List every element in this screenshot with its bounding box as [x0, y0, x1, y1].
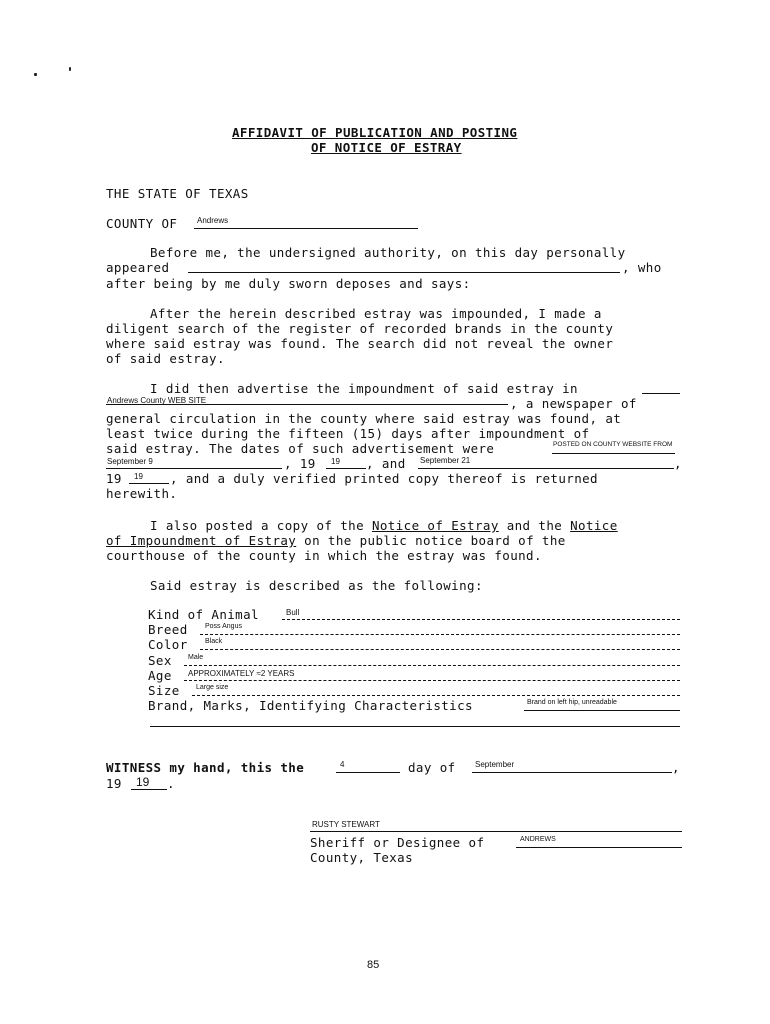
notice-of-estray: Notice of Estray: [371, 518, 499, 533]
county-field-line: [194, 228, 418, 229]
scan-speck: [69, 67, 71, 71]
sheriff-county-line: [516, 847, 682, 848]
scan-speck: [34, 73, 37, 76]
field-line-breed: [200, 634, 680, 635]
witness-year: 19: [136, 775, 150, 789]
witness-day: 4: [340, 760, 345, 769]
field-label-color: Color: [148, 637, 188, 652]
signature-name: RUSTY STEWART: [312, 820, 380, 829]
title-line-1: AFFIDAVIT OF PUBLICATION AND POSTING: [232, 125, 518, 140]
field-value-breed: Poss Angus: [205, 623, 242, 630]
date2-field-line: [418, 468, 674, 469]
signature-line: [310, 831, 682, 832]
year1-value: 19: [331, 457, 340, 466]
sheriff-label: Sheriff or Designee of: [310, 835, 485, 850]
sheriff-county-value: ANDREWS: [520, 836, 556, 843]
witness-comma: ,: [672, 760, 680, 775]
field-label-sex: Sex: [148, 653, 172, 668]
witness-year-line: [131, 789, 167, 790]
newspaper-value: Andrews County WEB SITE: [107, 396, 207, 405]
para2-line-1: After the herein described estray was impounded, I made a: [150, 306, 602, 321]
field-line-brand: [524, 710, 680, 711]
field-label-breed: Breed: [148, 622, 188, 637]
state-label: THE STATE OF TEXAS: [106, 186, 249, 201]
para3-line-7-suffix: , and a duly verified printed copy thereof is returned: [170, 471, 598, 486]
para1-line-1: Before me, the undersigned authority, on this day personally: [150, 245, 626, 260]
field-label-kind: Kind of Animal: [148, 607, 259, 622]
witness-period: .: [167, 776, 175, 791]
field-value-brand: Brand on left hip, unreadable: [527, 699, 617, 706]
notice-word: Notice: [570, 518, 618, 533]
year1-prefix: , 19: [284, 456, 316, 471]
para4-line-3: courthouse of the county in which the estray was found.: [106, 548, 542, 563]
description-intro: Said estray is described as the following:: [150, 578, 483, 593]
county-value: Andrews: [197, 216, 229, 225]
field-value-age: APPROXIMATELY ≈2 YEARS: [188, 669, 295, 678]
para2-line-3: where said estray was found. The search did not reveal the owner: [106, 336, 614, 351]
para2-line-4: of said estray.: [106, 351, 225, 366]
date2-comma: ,: [674, 456, 682, 471]
impoundment-of-estray: of Impoundment of Estray: [106, 533, 297, 548]
dates-field-line: [552, 453, 675, 454]
newspaper-field-line: [106, 404, 508, 405]
para3-line-3: general circulation in the county where said estray was found, at: [106, 411, 622, 426]
witness-month-line: [472, 772, 672, 773]
field-value-size: Large size: [196, 684, 229, 691]
para3-line-4: least twice during the fifteen (15) days after impoundment of: [106, 426, 590, 441]
county-label: COUNTY OF: [106, 216, 178, 231]
para3-line-1: I did then advertise the impoundment of said estray in: [150, 381, 578, 396]
newspaper-suffix: , a newspaper of: [510, 396, 637, 411]
field-value-kind: Bull: [286, 608, 300, 617]
witness-day-of: day of: [408, 760, 456, 775]
year1-field-line: [326, 468, 366, 469]
who-text: , who: [622, 260, 662, 275]
field-line-sex: [184, 665, 680, 666]
witness-month: September: [475, 760, 515, 769]
field-line-color: [200, 649, 680, 650]
witness-day-line: [336, 772, 400, 773]
para4-line-1: [150, 518, 618, 533]
para1-line-3: after being by me duly sworn deposes and says:: [106, 276, 471, 291]
and-the: and the: [506, 518, 563, 533]
field-label-brand: Brand, Marks, Identifying Characteristics: [148, 698, 473, 713]
para3-line-5: said estray. The dates of such advertisement were: [106, 441, 495, 456]
para3-line-8: herewith.: [106, 486, 178, 501]
field-line-age: [184, 680, 680, 681]
field-value-color: Black: [205, 638, 223, 645]
para4-line-2: [106, 533, 566, 548]
dates-value: POSTED ON COUNTY WEBSITE FROM: [553, 441, 673, 448]
witness-year-prefix: 19: [106, 776, 122, 791]
field-label-age: Age: [148, 668, 172, 683]
para4-line-2-suffix: on the public notice board of the: [304, 533, 566, 548]
field-line-brand-extra: [150, 726, 680, 727]
appeared-field-line: [188, 272, 620, 273]
field-line-size: [192, 695, 680, 696]
title-line-2: OF NOTICE OF ESTRAY: [311, 140, 462, 155]
page-number: 85: [367, 959, 380, 971]
field-value-sex: Male: [188, 654, 204, 661]
and-label: , and: [366, 456, 406, 471]
field-line-kind: [282, 619, 680, 620]
field-label-size: Size: [148, 683, 180, 698]
newspaper-trailing-line: [642, 393, 680, 394]
appeared-label: appeared: [106, 260, 170, 275]
witness-prefix: WITNESS my hand, this the: [106, 760, 305, 775]
year2-value: 19: [134, 472, 143, 481]
para4-prefix: I also posted a copy of the: [150, 518, 364, 533]
date2-value: September 21: [420, 456, 471, 465]
date1-field-line: [106, 468, 282, 469]
year2-field-line: [129, 483, 169, 484]
para3-line-7-prefix: 19: [106, 471, 122, 486]
county-texas: County, Texas: [310, 850, 414, 865]
para2-line-2: diligent search of the register of recorded brands in the county: [106, 321, 614, 336]
date1-value: September 9: [107, 457, 153, 466]
